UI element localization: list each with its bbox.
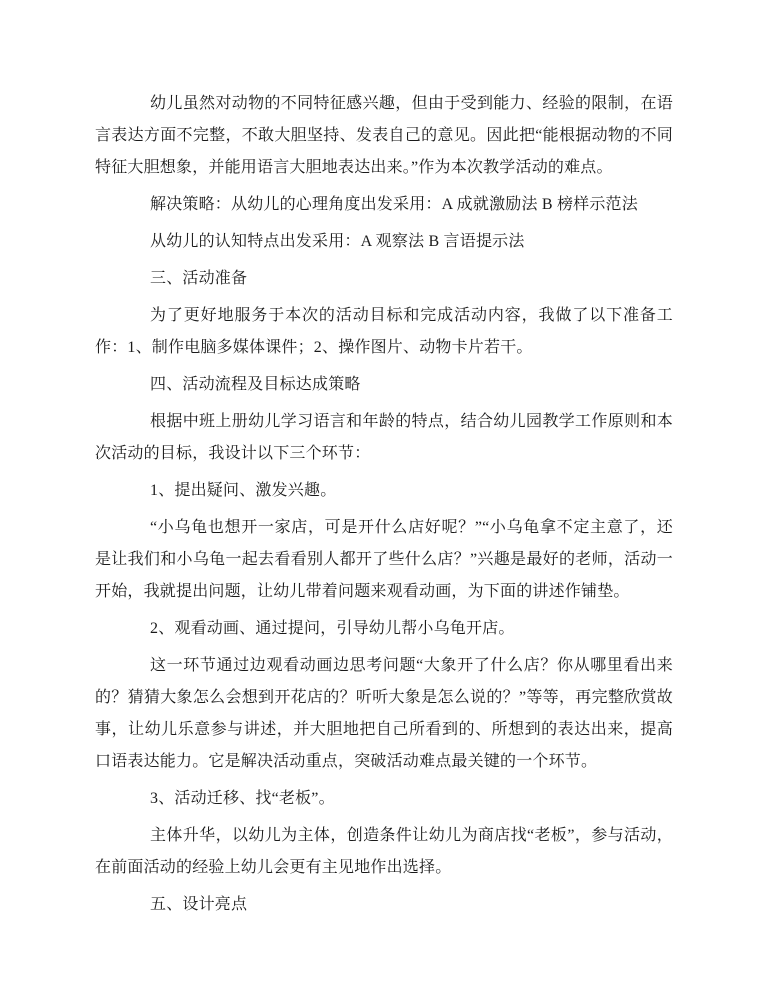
paragraph-process-intro: 根据中班上册幼儿学习语言和年龄的特点，结合幼儿园教学工作原则和本次活动的目标，我设计以下三个环节： [95, 413, 673, 462]
list-item-step-2: 2、观看动画、通过提问，引导幼儿帮小乌龟开店。 [150, 620, 515, 637]
paragraph-strategy-psychological: 解决策略：从幼儿的心理角度出发采用：A 成就激励法 B 榜样示范法 [150, 196, 638, 213]
paragraph-step-1-detail: “小乌龟也想开一家店，可是开什么店好呢？”“小乌龟拿不定主意了，还是让我们和小乌龟一起去看看别人都开了些什么店？”兴趣是最好的老师，活动一开始，我就提出问题，让幼儿带着问题来观看动画，为下面的讲述作铺垫。 [95, 519, 673, 600]
list-item-step-3: 3、活动迁移、找“老板”。 [150, 790, 335, 807]
paragraph-preparation-details: 为了更好地服务于本次的活动目标和完成活动内容，我做了以下准备工作：1、制作电脑多媒体课件；2、操作图片、动物卡片若干。 [95, 307, 673, 356]
heading-section-5-design-highlights: 五、设计亮点 [150, 896, 248, 913]
list-item-step-1: 1、提出疑问、激发兴趣。 [150, 482, 337, 499]
heading-section-3-activity-preparation: 三、活动准备 [150, 270, 248, 287]
paragraph-step-2-detail: 这一环节通过边观看动画边思考问题“大象开了什么店？你从哪里看出来的？猜猜大象怎么会想到开花店的？听听大象是怎么说的？”等等，再完整欣赏故事，让幼儿乐意参与讲述，并大胆地把自己所看到的、所想到的表达出来，提高口语表达能力。它是解决活动重点，突破活动难点最关键的一个环节。 [95, 657, 673, 770]
paragraph-strategy-cognitive: 从幼儿的认知特点出发采用：A 观察法 B 言语提示法 [150, 233, 525, 250]
paragraph-step-3-detail: 主体升华，以幼儿为主体，创造条件让幼儿为商店找“老板”，参与活动，在前面活动的经验上幼儿会更有主见地作出选择。 [95, 827, 673, 876]
document-body [95, 88, 673, 921]
paragraph-difficulty-analysis: 幼儿虽然对动物的不同特征感兴趣，但由于受到能力、经验的限制，在语言表达方面不完整，不敢大胆坚持、发表自己的意见。因此把“能根据动物的不同特征大胆想象，并能用语言大胆地表达出来。”作为本次教学活动的难点。 [95, 95, 673, 176]
heading-section-4-activity-process: 四、活动流程及目标达成策略 [150, 376, 361, 393]
